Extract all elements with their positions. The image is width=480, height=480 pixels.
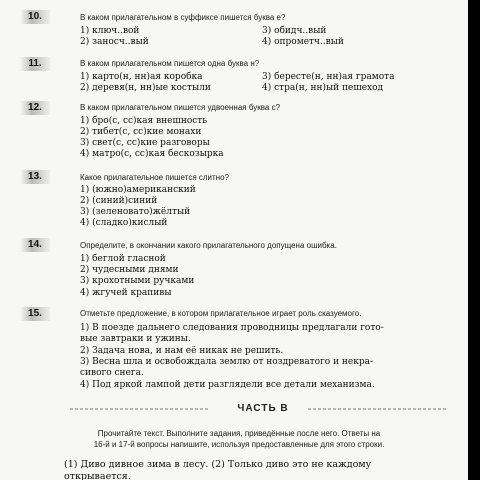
question-text: Какое прилагательное пишется слитно? [80,173,229,182]
option: 2) тибет(с, сс)кие монахи [80,127,202,137]
question-number: 15. [20,307,50,321]
question-text: Определите, в окончании какого прилагательного допущена ошибка. [80,241,337,250]
option: 4) матро(с, сс)кая бескозырка [80,149,224,159]
question-number: 14. [20,238,50,252]
option: 4) опрометч..вый [262,37,344,47]
option: 3) Весна шла и освобождала землю от ноздреватого и некра- [80,357,374,367]
question-number: 12. [20,101,50,115]
question-text: В каком прилагательном в суффиксе пишется буква е? [80,13,286,22]
question-number: 13. [20,170,50,184]
option: 4) жгучей крапивы [80,288,172,298]
option: 2) заносч..вый [80,37,149,47]
question-text: В каком прилагательном пишется одна буква н? [80,59,260,68]
option: сивого снега. [80,368,144,378]
option: 3) обидч..вый [262,26,327,36]
option: 3) (зеленовато)жёлтый [80,207,191,217]
dotted-rule-right [308,408,448,410]
option: 1) бро(с, сс)кая внешность [80,116,208,126]
option: 3) крохотными ручками [80,276,195,286]
option: 1) (южно)американский [80,185,196,195]
passage-line: (1) Диво дивное зима в лесу. (2) Только диво это не каждому [64,459,372,470]
option: 1) ключ..вой [80,26,140,36]
question-number: 11. [20,57,50,71]
instructions-line: Прочитайте текст. Выполните задания, приведённые после него. Ответы на [97,429,381,438]
option: 3) бересте(н, нн)ая грамота [262,72,395,82]
option: 4) стра(н, нн)ый пешеход [262,83,384,93]
option: 2) деревя(н, нн)ые костыли [80,83,211,93]
option: вые завтраки и ужины. [80,334,191,344]
section-title: ЧАСТЬ В [237,403,289,414]
question-text: В каком прилагательном пишется удвоенная буква с? [80,103,281,112]
passage-line: открывается. [64,471,131,480]
text-passage [64,459,456,480]
option: 2) Задача нова, и нам её никак не решить. [80,346,284,356]
instructions-line: 16-й и 17-й вопросы напишите, используя предоставленные для этого строки. [93,439,385,449]
option: 3) свет(с, сс)кие разговоры [80,138,210,148]
question-number: 10. [20,10,50,24]
option: 1) В поезде дальнего следования проводницы предлагали гото- [80,323,384,333]
section-divider [70,402,448,416]
option: 1) карто(н, нн)ая коробка [80,72,203,82]
instructions [40,429,438,450]
question-text: Отметьте предложение, в котором прилагательное играет роль сказуемого. [80,309,362,318]
option: 4) Под яркой лампой дети разглядели все детали механизма. [80,380,375,390]
option: 2) (синий)синий [80,196,158,206]
option: 4) (сладко)кислый [80,218,168,228]
option: 1) беглой гласной [80,254,166,264]
option: 2) чудесными днями [80,265,179,275]
